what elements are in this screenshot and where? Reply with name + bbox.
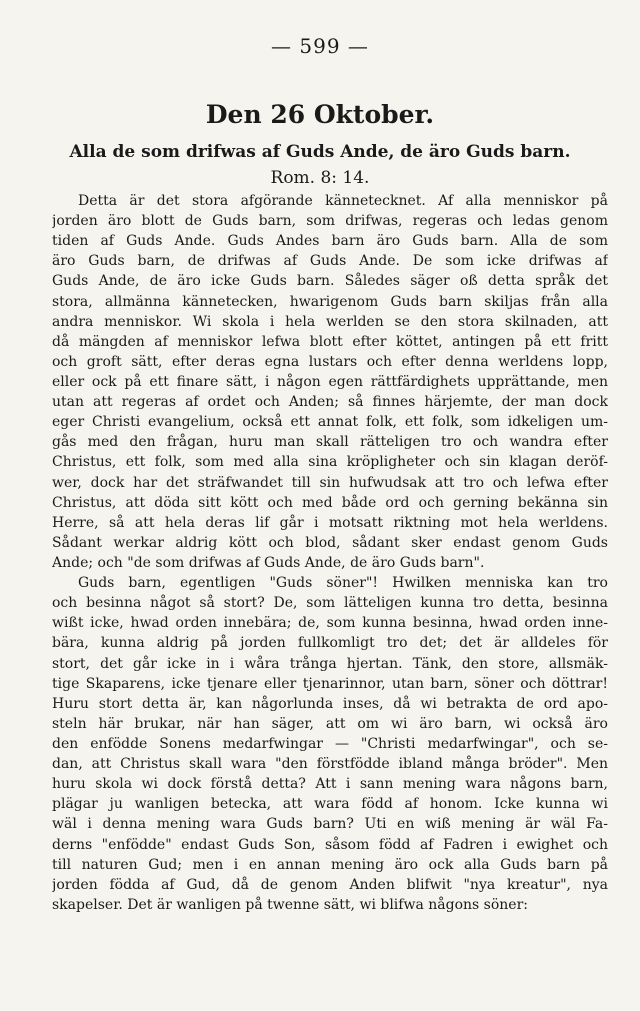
text-line: och groft sätt, efter deras egna lustars och efter denna werldens lopp, — [52, 353, 608, 370]
page-title: Den 26 Oktober. — [205, 100, 435, 129]
text-line: Herre, så att hela deras lif går i motsatt riktning mot hela werldens. — [52, 514, 608, 531]
text-line: Huru stort detta är, kan någorlunda inses, då wi betrakta de ord apo- — [52, 695, 608, 712]
text-line: Sådant werkar aldrig kött och blod, sådant sker endast genom Guds — [52, 534, 608, 551]
text-line: äro Guds barn, de drifwas af Guds Ande. De som icke drifwas af — [52, 253, 608, 270]
text-line: jorden äro blott de Guds barn, som drifwas, regeras och ledas genom — [52, 213, 608, 230]
text-line: då mängden af menniskor lefwa blott efter köttet, antingen på ett fritt — [52, 333, 608, 350]
text-line: Guds barn, egentligen "Guds söner"! Hwilken menniska kan tro — [78, 575, 608, 592]
text-line: Detta är det stora afgörande kännetecknet. Af alla menniskor på — [78, 193, 608, 209]
text-line: eller ock på ett finare sätt, i någon egen rättfärdighets upprättande, men — [52, 373, 608, 390]
text-line: derns "enfödde" endast Guds Son, såsom född af Fadren i ewighet och — [52, 836, 608, 853]
text-line: plägar ju wanligen betecka, att wara född af honom. Icke kunna wi — [52, 796, 608, 813]
text-line: wer, dock har det sträfwandet till sin hufwudsak att tro och lefwa efter — [52, 474, 608, 491]
page-number: — 599 — — [271, 34, 369, 58]
text-line: bära, kunna aldrig på jorden fullkomligt tro det; det är alldeles för — [52, 635, 608, 652]
scripture-reference: Rom. 8: 14. — [270, 168, 370, 188]
text-line: tige Skaparens, icke tjenare eller tjenarinnor, utan barn, söner och döttrar! — [52, 675, 608, 692]
text-line: huru skola wi dock förstå detta? Att i sann mening wara någons barn, — [52, 776, 608, 793]
text-line: den enfödde Sonens medarfwingar — "Christi medarfwingar", och se- — [52, 735, 608, 752]
text-line: wißt icke, hwad orden innebära; de, som kunna besinna, hwad orden inne- — [52, 615, 608, 632]
text-line: och besinna något så stort? De, som lätteligen kunna tro detta, besinna — [52, 595, 608, 612]
text-line: andra menniskor. Wi skola i hela werlden se den stora skilnaden, att — [52, 313, 608, 330]
text-line: stora, allmänna kännetecken, hwarigenom Guds barn skiljas från alla — [52, 293, 608, 310]
text-line: till naturen Gud; men i en annan mening äro ock alla Guds barn på — [52, 856, 608, 873]
text-line: gås med den frågan, huru man skall rätteligen tro och wandra efter — [52, 434, 608, 451]
text-line: Ande; och "de som drifwas af Guds Ande, de äro Guds barn". — [52, 554, 485, 571]
text-line: skapelser. Det är wanligen på twenne sätt, wi blifwa någons söner: — [52, 896, 528, 913]
text-line: Christus, att döda sitt kött och med både ord och gerning bekänna sin — [52, 494, 608, 511]
text-line: wäl i denna mening wara Guds barn? Uti en wiß mening är wäl Fa- — [52, 816, 608, 833]
text-line: eger Christi evangelium, också ett annat folk, ett folk, som idkeligen um- — [52, 414, 608, 431]
text-line: dan, att Christus skall wara "den förstfödde ibland många bröder". Men — [52, 756, 608, 773]
text-line: steln här brukar, när han säger, att om wi äro barn, wi också äro — [52, 715, 608, 732]
text-line: utan att regeras af ordet och Anden; så finnes härjemte, der man dock — [52, 394, 608, 411]
text-line: Christus, ett folk, som med alla sina kröpligheter och sin klagan deröf- — [52, 454, 608, 471]
text-line: Guds Ande, de äro icke Guds barn. Således säger oß detta språk det — [52, 273, 608, 290]
text-line: stort, det går icke in i wåra trånga hjertan. Tänk, den store, allsmäk- — [52, 655, 608, 672]
subtitle: Alla de som drifwas af Guds Ande, de äro Guds barn. — [69, 142, 571, 162]
text-line: tiden af Guds Ande. Guds Andes barn äro Guds barn. Alla de som — [52, 233, 608, 250]
text-line: jorden födda af Gud, då de genom Anden blifwit "nya kreatur", nya — [52, 876, 608, 893]
body-text — [52, 191, 608, 915]
